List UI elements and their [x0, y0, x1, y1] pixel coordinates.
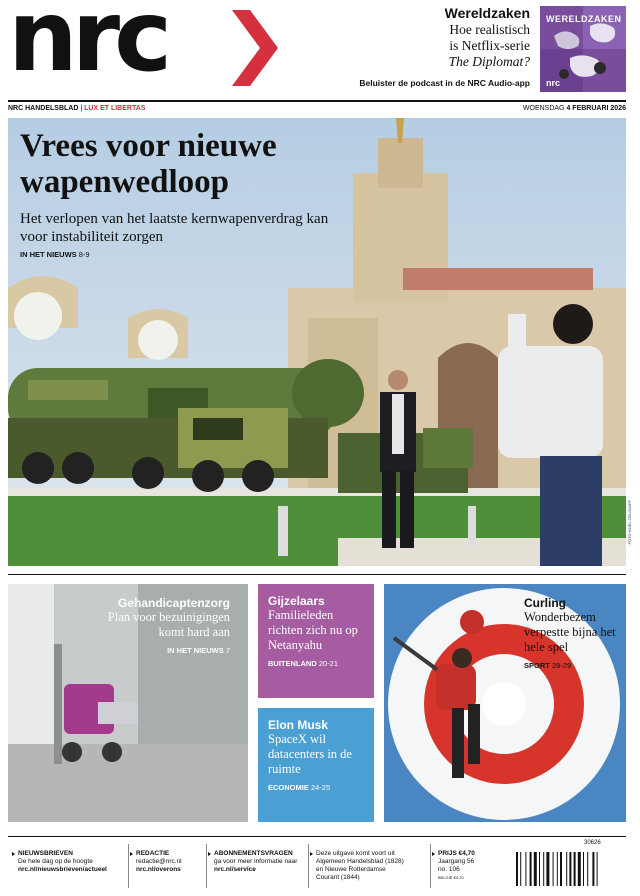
- photo-credit: FOTO NOEL CELIS/AFP: [627, 500, 632, 545]
- curling-ref-section: SPORT: [524, 661, 550, 670]
- barcode-bar: [587, 852, 588, 886]
- barcode-bar: [525, 852, 526, 886]
- promo-title: The Diplomat?: [448, 54, 530, 69]
- issue-date-rest: 4 FEBRUARI 2026: [566, 105, 626, 112]
- hero-deck: Het verlopen van het laatste kernwapenverdrag kan voor instabiliteit zorgen: [20, 211, 329, 245]
- origin-line-3: en Nieuwe Rotterdamse: [316, 866, 386, 873]
- footer-price: [438, 850, 508, 882]
- subscriptions-link[interactable]: nrc.nl/service: [214, 866, 256, 873]
- hero-ref-pages: 8-9: [78, 250, 90, 259]
- subscriptions-title: ABONNEMENTSVRAGEN: [214, 850, 293, 857]
- hostages-page-ref: [268, 659, 366, 668]
- barcode-bar: [557, 852, 558, 886]
- promo-image[interactable]: [540, 6, 626, 92]
- nrc-logo[interactable]: [8, 2, 278, 94]
- footer-divider: [128, 844, 129, 888]
- hostages-ref-pages: 20-21: [318, 659, 339, 668]
- barcode-bar: [560, 852, 562, 886]
- barcode-bar: [592, 852, 594, 886]
- hero-ref-section: IN HET NIEUWS: [20, 250, 77, 259]
- hero-story[interactable]: [8, 118, 626, 566]
- price-volume: Jaargang 56: [438, 858, 475, 865]
- editorial-email[interactable]: redactie@nrc.nl: [136, 858, 182, 865]
- footer-newsletters[interactable]: [18, 850, 128, 874]
- curling-kicker: Curling: [524, 596, 566, 610]
- editorial-title: REDACTIE: [136, 850, 170, 857]
- musk-page-ref: [268, 783, 366, 792]
- origin-line-4: Courant (1844): [316, 874, 360, 881]
- issue-date: [523, 104, 626, 114]
- footer-rule: [8, 836, 626, 837]
- musk-ref-section: ECONOMIE: [268, 783, 309, 792]
- curling-text: [524, 596, 624, 670]
- curling-page-ref: [524, 661, 624, 670]
- barcode-bar: [530, 852, 532, 886]
- care-text: [80, 596, 230, 655]
- barcode-bar: [546, 852, 549, 886]
- subbar: [8, 104, 626, 114]
- barcode-bar: [516, 852, 518, 886]
- hostages-text: [268, 594, 366, 668]
- footer-divider: [430, 844, 431, 888]
- barcode-number: 30626: [584, 840, 601, 846]
- promo-cta: Beluister de podcast in de NRC Audio-app: [359, 78, 530, 88]
- story-care[interactable]: [8, 584, 248, 822]
- care-ref-pages: 7: [225, 646, 230, 655]
- price-number: no. 106: [438, 866, 460, 873]
- price-label: PRIJS €4,70: [438, 850, 475, 857]
- barcode-bar: [566, 852, 567, 886]
- story-musk[interactable]: [258, 708, 374, 822]
- subbar-separator: |: [80, 105, 83, 112]
- masthead-rule: [8, 100, 626, 102]
- hostages-ref-section: BUITENLAND: [268, 659, 317, 668]
- hero-page-ref: [20, 250, 90, 259]
- footer-divider: [308, 844, 309, 888]
- origin-line-2: Algemeen Handelsblad (1828): [316, 858, 404, 865]
- newsletters-link[interactable]: nrc.nl/nieuwsbrieven/actueel: [18, 866, 107, 873]
- publication-name: NRC HANDELSBLAD: [8, 105, 79, 112]
- footer-divider: [206, 844, 207, 888]
- barcode-bar: [569, 852, 571, 886]
- promo-image-label: WERELDZAKEN: [546, 14, 622, 24]
- barcode-bar: [534, 852, 537, 886]
- motto: LUX ET LIBERTAS: [84, 105, 146, 112]
- newsletters-text: De hele dag op de hoogte: [18, 858, 93, 865]
- curling-ref-pages: 28-29: [551, 661, 572, 670]
- barcode: [514, 846, 624, 888]
- footer: [8, 840, 626, 890]
- barcode-bar: [553, 852, 554, 886]
- barcode-bar: [583, 852, 584, 886]
- hero-headline: Vrees voor nieuwe wapenwedloop: [20, 128, 277, 200]
- promo-image-brand: nrc: [546, 78, 561, 88]
- hostages-kicker: Gijzelaars: [268, 594, 325, 608]
- barcode-bar: [543, 852, 544, 886]
- origin-line-1: Deze uitgave komt voort uit: [316, 850, 395, 857]
- footer-editorial[interactable]: [136, 850, 204, 874]
- promo-line-1: Hoe realistisch: [449, 22, 530, 37]
- curling-body: Wonderbezem verpestte bijna het hele spel: [524, 610, 616, 654]
- podcast-promo[interactable]: [270, 4, 530, 88]
- musk-kicker: Elon Musk: [268, 718, 329, 732]
- care-ref-section: IN HET NIEUWS: [167, 646, 224, 655]
- logo-wordmark: nrc: [8, 0, 167, 94]
- barcode-bar: [520, 852, 521, 886]
- musk-body: SpaceX wil datacenters in de ruimte: [268, 732, 352, 776]
- newsletters-title: NIEUWSBRIEVEN: [18, 850, 73, 857]
- barcode-bar: [597, 852, 598, 886]
- story-curling[interactable]: [384, 584, 626, 822]
- musk-ref-pages: 24-25: [310, 783, 331, 792]
- footer-origin: [316, 850, 428, 882]
- barcode-bar: [578, 852, 581, 886]
- issue-weekday: WOENSDAG: [522, 105, 565, 112]
- promo-kicker: Wereldzaken: [444, 5, 530, 21]
- care-kicker: Gehandicaptenzorg: [117, 596, 230, 610]
- musk-text: [268, 718, 366, 792]
- care-body: Plan voor bezuinigingen komt hard aan: [107, 610, 230, 639]
- editorial-link[interactable]: nrc.nl/overons: [136, 866, 181, 873]
- care-page-ref: [80, 646, 230, 655]
- hostages-body: Familieleden richten zich nu op Netanyahu: [268, 608, 358, 652]
- section-rule: [8, 574, 626, 575]
- barcode-bar: [539, 852, 540, 886]
- story-hostages[interactable]: [258, 584, 374, 698]
- subscriptions-text: ga voor meer informatie naar: [214, 858, 298, 865]
- barcode-bar: [574, 852, 576, 886]
- footer-subscriptions[interactable]: [214, 850, 306, 874]
- promo-line-2: is Netflix-serie: [449, 38, 530, 53]
- price-belgium: BELGIË €4,70: [438, 875, 464, 880]
